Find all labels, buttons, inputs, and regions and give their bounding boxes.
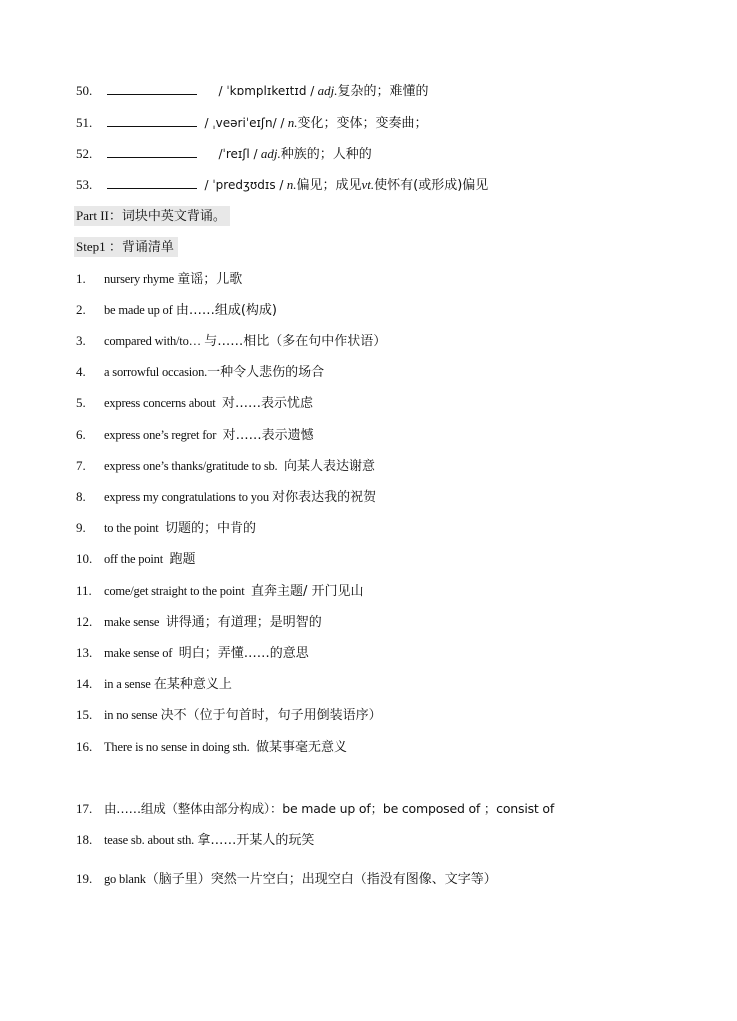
fill-blank[interactable]: [107, 145, 197, 158]
phrase-zh: 讲得通；有道理；是明智的: [165, 615, 322, 630]
phrase-en: There is no sense in doing sth.: [104, 740, 250, 754]
item-number: 9.: [76, 520, 86, 535]
item-number: 15.: [76, 707, 93, 722]
item-number: 5.: [76, 395, 86, 410]
phrase-zh: 做某事毫无意义: [256, 740, 348, 755]
fill-blank[interactable]: [107, 176, 197, 189]
phrase-en: come/get straight to the point: [104, 584, 245, 598]
list-item: [76, 799, 554, 819]
list-item: [76, 830, 314, 850]
phrase-en: to the point: [104, 521, 159, 535]
item-number: 51.: [76, 115, 93, 130]
phrase-zh: 由……组成(构成): [175, 303, 277, 318]
item-number: 4.: [76, 364, 86, 379]
item-number: 2.: [76, 302, 86, 317]
item-number: 16.: [76, 739, 93, 754]
phrase-zh: 在某种意义上: [153, 677, 232, 692]
fill-blank[interactable]: [107, 82, 197, 95]
phrase-en: express my congratulations to you: [104, 490, 269, 504]
list-item: [76, 300, 277, 320]
phrase-zh: 跑题: [169, 552, 196, 567]
meaning: 复杂的；难懂的: [337, 84, 429, 99]
phonetic: / ˈpredʒʊdɪs /: [204, 178, 284, 192]
phrase-en: nursery rhyme: [104, 272, 174, 286]
list-item: [76, 549, 195, 569]
phonetic: / ˌveəriˈeɪʃn/ /: [204, 116, 285, 130]
list-item: [76, 737, 347, 757]
section-heading-part2: Part II：词块中英文背诵。: [74, 206, 230, 226]
item-number: 14.: [76, 676, 93, 691]
item-number: 7.: [76, 458, 86, 473]
item-number: 19.: [76, 871, 93, 886]
item-number: 17.: [76, 801, 93, 816]
item-number: 13.: [76, 645, 93, 660]
vocab-item: [76, 113, 427, 133]
item-number: 8.: [76, 489, 86, 504]
phrase-en: in no sense: [104, 708, 158, 722]
item-number: 3.: [76, 333, 86, 348]
phrase-en: express one’s regret for: [104, 428, 217, 442]
list-item: [76, 518, 256, 538]
part-of-speech: adj.: [260, 146, 281, 161]
phrase-zh: 明白；弄懂……的意思: [178, 646, 309, 661]
list-item: [76, 456, 375, 476]
vocab-item: [76, 144, 372, 164]
item-number: 50.: [76, 83, 93, 98]
list-item: [76, 393, 313, 413]
list-item: [76, 643, 309, 663]
fill-blank[interactable]: [107, 114, 197, 127]
item-number: 10.: [76, 551, 93, 566]
part-of-speech: n.: [286, 177, 297, 192]
item-number: 53.: [76, 177, 93, 192]
item-number: 1.: [76, 271, 86, 286]
part-of-speech: n.: [287, 115, 298, 130]
phrase-zh: 直奔主题/ 开门见山: [251, 584, 364, 599]
phrase-en: express one’s thanks/gratitude to sb.: [104, 459, 278, 473]
meaning: 偏见；成见: [296, 178, 362, 193]
phrase-en: 由……组成（整体由部分构成）：be made up of；be composed of ；consist of: [104, 801, 555, 816]
phrase-zh: 拿……开某人的玩笑: [197, 833, 315, 848]
vocab-item: [76, 175, 488, 195]
part-of-speech: adj.: [317, 83, 338, 98]
phrase-en: make sense of: [104, 646, 173, 660]
phrase-en: compared with/to…: [104, 334, 201, 348]
section-heading-step1: Step1 ：背诵清单: [74, 237, 178, 257]
list-item: [76, 425, 314, 445]
vocab-item: [76, 81, 428, 101]
item-number: 12.: [76, 614, 93, 629]
phrase-en: in a sense: [104, 677, 151, 691]
meaning: 使怀有(或形成)偏见: [374, 178, 489, 193]
phrase-zh: （脑子里）突然一片空白；出现空白（指没有图像、文字等）: [145, 872, 497, 887]
phrase-zh: 决不（位于句首时，句子用倒装语序）: [160, 708, 382, 723]
meaning: 变化；变体；变奏曲；: [297, 116, 428, 131]
list-item: [76, 269, 242, 289]
list-item: [76, 674, 232, 694]
phrase-zh: 对你表达我的祝贺: [272, 490, 377, 505]
phrase-en: a sorrowful occasion.: [104, 365, 208, 379]
phonetic: /ˈreɪʃl /: [218, 147, 258, 161]
phrase-en: tease sb. about sth.: [104, 833, 195, 847]
phrase-en: go blank: [104, 872, 146, 886]
phrase-zh: 向某人表达谢意: [283, 459, 375, 474]
phrase-zh: 对……表示遗憾: [222, 428, 314, 443]
part-of-speech: vt.: [361, 177, 375, 192]
phrase-zh: 童谣；儿歌: [177, 272, 243, 287]
list-item: [76, 581, 364, 601]
list-item: [76, 331, 386, 351]
phrase-zh: 对……表示忧虑: [222, 396, 314, 411]
item-number: 18.: [76, 832, 93, 847]
list-item: [76, 487, 376, 507]
phrase-zh: 切题的；中肯的: [165, 521, 257, 536]
phrase-zh: 一种令人悲伤的场合: [207, 365, 325, 380]
list-item: [76, 612, 322, 632]
phrase-en: off the point: [104, 552, 163, 566]
phrase-en: be made up of: [104, 303, 173, 317]
list-item: [76, 869, 497, 889]
phrase-zh: 与……相比（多在句中作状语）: [204, 334, 387, 349]
meaning: 种族的；人种的: [280, 147, 372, 162]
phrase-en: express concerns about: [104, 396, 216, 410]
item-number: 52.: [76, 146, 93, 161]
item-number: 11.: [76, 583, 92, 598]
phonetic: / ˈkɒmplɪkeɪtɪd /: [218, 84, 315, 98]
list-item: [76, 705, 382, 725]
phrase-en: make sense: [104, 615, 160, 629]
list-item: [76, 362, 324, 382]
item-number: 6.: [76, 427, 86, 442]
